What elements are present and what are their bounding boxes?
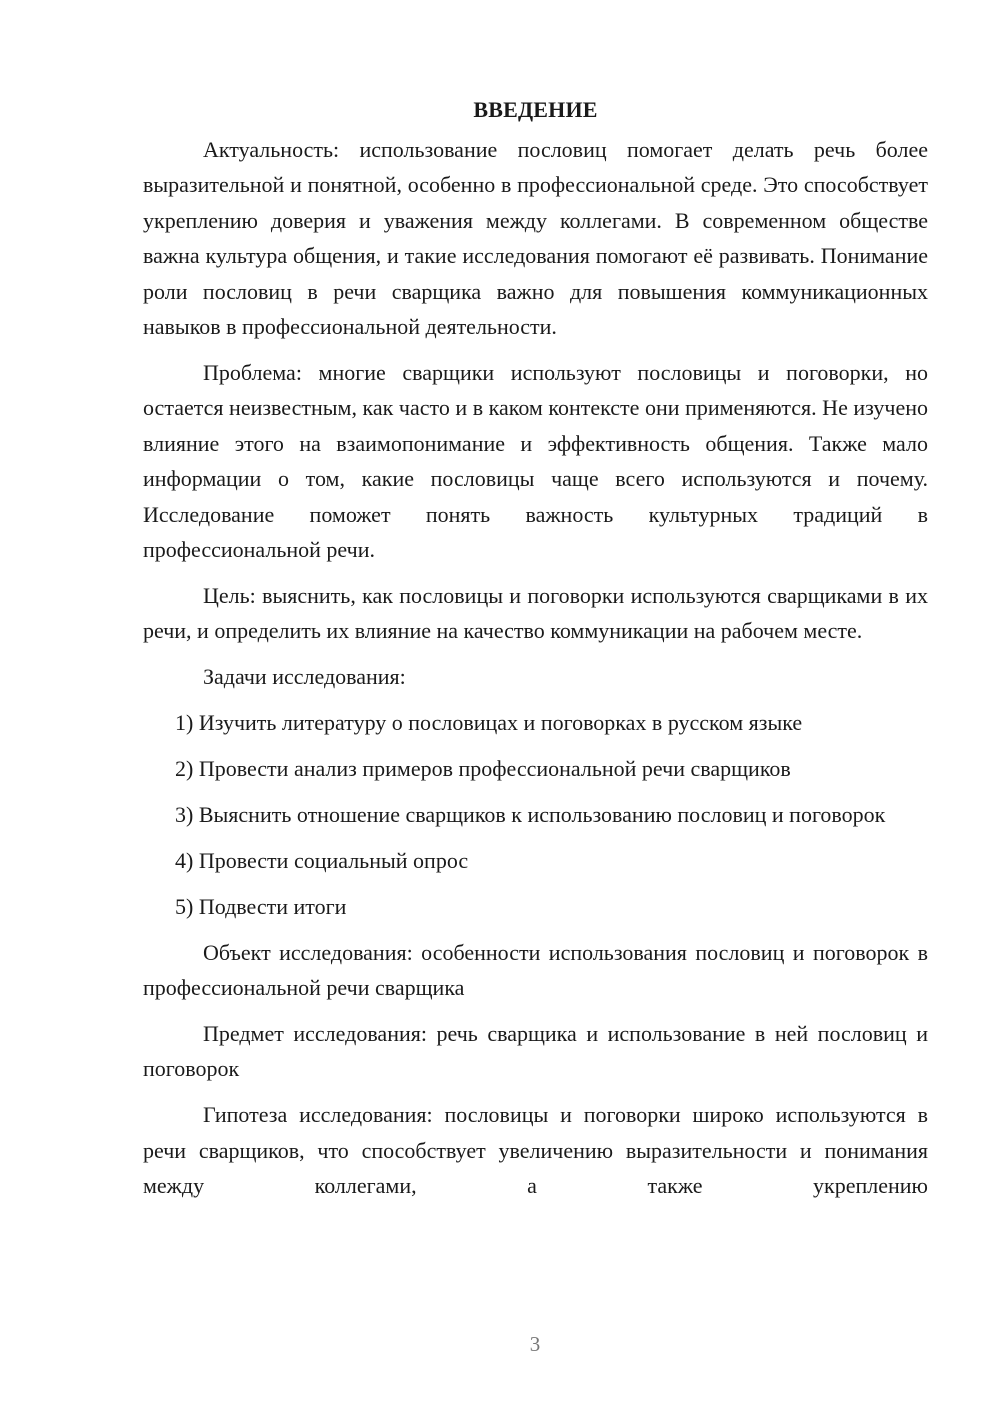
subject-paragraph: Предмет исследования: речь сварщика и использование в ней пословиц и поговорок [143,1020,928,1082]
task-item-4: 4) Провести социальный опрос [175,847,469,873]
goal-paragraph: Цель: выяснить, как пословицы и поговорки используются сварщиками в их речи, и определить их влияние на качество коммуникации на рабочем месте. [143,582,928,644]
page-title: ВВЕДЕНИЕ [473,97,598,122]
task-item-5: 5) Подвести итоги [175,893,347,919]
task-item-2: 2) Провести анализ примеров профессиональной речи сварщиков [175,756,791,781]
task-item-1: 1) Изучить литературу о пословицах и поговорках в русском языке [175,710,803,736]
relevance-paragraph: Актуальность: использование пословиц помогает делать речь более выразительной и понятной, особенно в профессиональной среде. Это способствует укреплению доверия и уважения между коллегами. В современном обществе важна культура общения, и такие исследования помогают её развивать. Понимание роли пословиц в речи сварщика важно для повышения коммуникационных навыков в профессиональной деятельности. [143,137,928,340]
document-page [143,92,928,1214]
task-item-3: 3) Выяснить отношение сварщиков к использованию пословиц и поговорок [175,801,886,827]
hypothesis-paragraph: Гипотеза исследования: пословицы и поговорки широко используются в речи сварщиков, что способствует увеличению выразительности и понимания между коллегами, а также укреплению [143,1102,928,1199]
object-paragraph: Объект исследования: особенности использования пословиц и поговорок в профессиональной речи сварщика [143,939,928,1001]
page-number: 3 [529,1332,541,1356]
tasks-heading: Задачи исследования: [203,664,406,690]
problem-paragraph: Проблема: многие сварщики используют пословицы и поговорки, но остается неизвестным, как часто и в каком контексте они применяются. Не изучено влияние этого на взаимопонимание и эффективность общения. Также мало информации о том, какие пословицы чаще всего используются и почему. Исследование поможет понять важность культурных традиций в профессиональной речи. [143,359,928,562]
